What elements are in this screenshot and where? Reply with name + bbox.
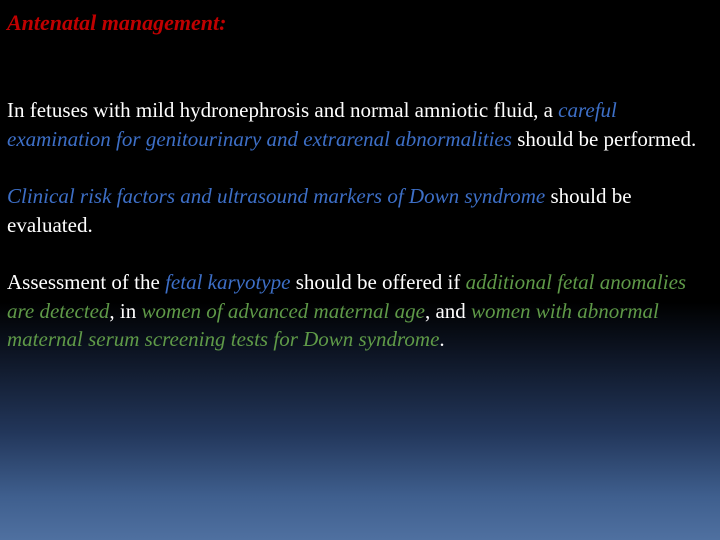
paragraph3-highlight-2: additional fetal anomalies are detected bbox=[7, 270, 687, 323]
paragraph3-text-2: should be offered if bbox=[290, 270, 466, 294]
paragraph1-text-2: should be performed. bbox=[511, 126, 697, 151]
paragraph2-text-1: should be evaluated. bbox=[7, 184, 632, 237]
slide-body bbox=[7, 96, 717, 383]
paragraph3-highlight-4: women with abnormal maternal serum screening tests for Down syndrome bbox=[7, 298, 659, 351]
paragraph-karyotype bbox=[7, 268, 717, 354]
paragraph3-text-1: Assessment of the bbox=[7, 270, 166, 294]
paragraph3-text-3: , in bbox=[109, 298, 142, 323]
paragraph1-text-1: In fetuses with mild hydronephrosis and normal amniotic fluid, a bbox=[7, 98, 559, 122]
paragraph1-highlight-1: careful examination for genitourinary and extrarenal abnormalities bbox=[7, 98, 617, 151]
paragraph3-text-5: . bbox=[439, 327, 445, 351]
slide-title: Antenatal management: bbox=[7, 10, 227, 35]
paragraph2-highlight-1: Clinical risk factors and ultrasound markers of Down syndrome bbox=[7, 184, 546, 208]
paragraph3-text-4: , and bbox=[424, 298, 472, 323]
paragraph-hydronephrosis bbox=[7, 96, 717, 153]
paragraph3-highlight-3: women of advanced maternal age bbox=[141, 298, 425, 323]
paragraph-risk-factors bbox=[7, 182, 717, 239]
paragraph3-highlight-1: fetal karyotype bbox=[165, 270, 291, 294]
